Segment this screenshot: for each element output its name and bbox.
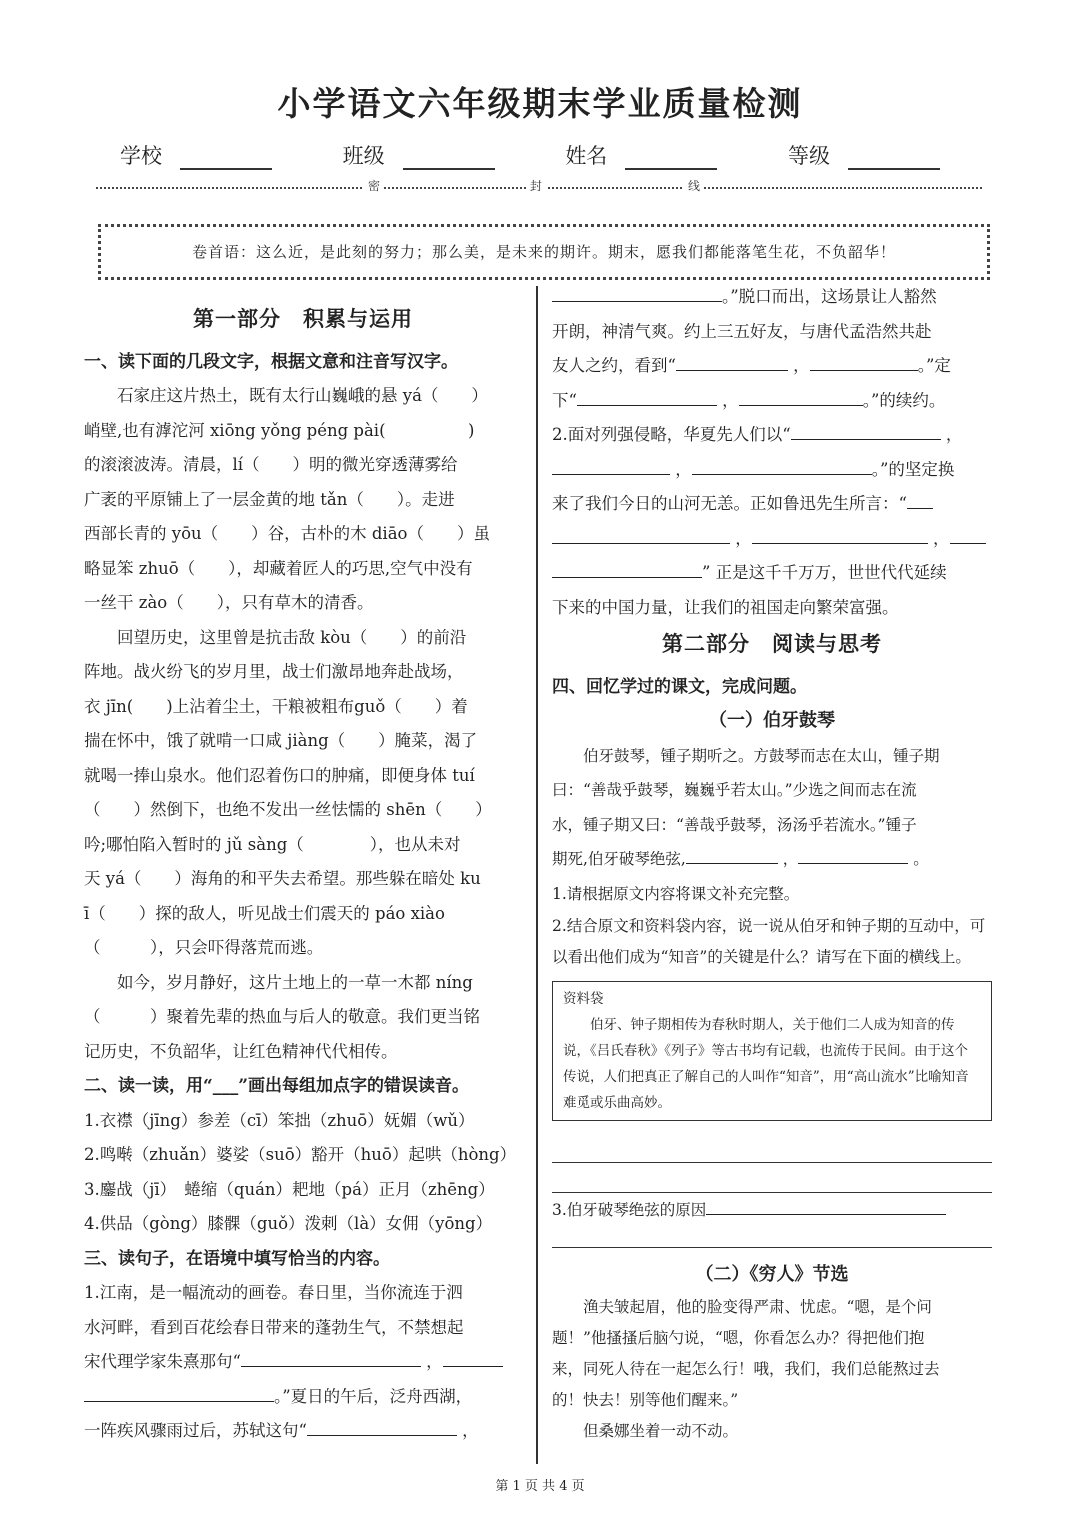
reading-2-line: 但桑娜坐着一动不动。 — [583, 1422, 739, 1440]
q1-line: （ ）聚着先辈的热血与后人的敬意。我们更当铭 — [84, 1007, 480, 1026]
q2-item: 1.衣襟（jīng）参差（cī）笨拙（zhuō）妩媚（wǔ） — [84, 1110, 475, 1130]
info-box-text: 伯牙、钟子期相传为春秋时期人，关于他们二人成为知音的传说，《吕氏春秋》《列子》等古书均有记载，也流传于民间。由于这个传说，人们把真正了解自己的人叫作“知音”，用“高山流水”比喻知音难觅或乐曲高妙。 — [563, 1017, 969, 1111]
reading-1-line: 曰：“善哉乎鼓琴，巍巍乎若太山。”少选之间而志在流 — [552, 781, 917, 799]
fill-blank[interactable] — [577, 389, 717, 406]
fill-blank[interactable] — [752, 527, 928, 544]
q3-line: 宋代理学家朱熹那句“ ， — [84, 1345, 522, 1380]
reading-2-title: （二）《穷人》节选 — [695, 1263, 849, 1285]
question-3-heading: 三、读句子，在语境中填写恰当的内容。 — [84, 1248, 390, 1269]
reading-2-line: 来，同死人待在一起怎么行！哦，我们，我们总能熬过去 — [552, 1360, 940, 1378]
school-blank[interactable] — [180, 148, 272, 170]
q1-line: 的滚滚波涛。清晨，lí（ ）明的微光穿透薄雾给 — [84, 455, 458, 474]
q3-line: 来了我们今日的山河无恙。正如鲁迅先生所言：“ — [552, 487, 992, 522]
fill-blank[interactable] — [686, 849, 778, 865]
fill-blank[interactable] — [552, 458, 670, 475]
fill-blank[interactable] — [241, 1351, 421, 1368]
q1-line: 阵地。战火纷飞的岁月里，战士们激昂地奔赴战场， — [84, 662, 464, 681]
reading-2-line: 的！快去！别等他们醒来。” — [552, 1391, 739, 1409]
q3-line: 水河畔，看到百花绘春日带来的蓬勃生气，不禁想起 — [84, 1317, 464, 1337]
q3-line: 一阵疾风骤雨过后，苏轼这句“ ， — [84, 1421, 479, 1440]
q1-line: 衣 jīn( )上沾着尘土，干粮被粗布guǒ（ ）着 — [84, 696, 468, 716]
question-4-heading: 四、回忆学过的课文，完成问题。 — [552, 676, 807, 697]
q1-line: 峭壁,也有滹沱河 xiōng yǒng péng pài( ) — [84, 420, 475, 440]
motto-box: 卷首语：这么近，是此刻的努力；那么美，是未来的期许。期末，愿我们都能落笔生花，不负韶华！ — [98, 224, 990, 280]
q2-item: 4.供品（gòng）膝髁（guǒ）泼刺（là）女佣（yōng） — [84, 1214, 493, 1233]
q3-line: 2.面对列强侵略，华夏先人们以“ ， — [552, 425, 963, 444]
reading-1-line: 水，锺子期又曰：“善哉乎鼓琴，汤汤乎若流水。”锺子 — [552, 815, 917, 834]
seal-char-2: 封 — [526, 177, 546, 194]
seal-char-3: 线 — [684, 177, 704, 194]
right-column — [552, 280, 992, 1447]
info-box-title: 资料袋 — [563, 991, 604, 1007]
q1-line: 一丝干 zào（ ），只有草木的清香。 — [84, 593, 374, 612]
q1-line: 广袤的平原铺上了一层金黄的地 tǎn（ ）。走进 — [84, 489, 455, 509]
grade-label: 等级 — [787, 144, 830, 168]
q1-line: （ ），只会吓得落荒而逃。 — [84, 938, 324, 957]
q1-line: 记历史，不负韶华，让红色精神代代相传。 — [84, 1041, 398, 1061]
reading-1-line: 期死,伯牙破琴绝弦, ， 。 — [552, 850, 929, 868]
q3-line: 开朗，神清气爽。约上三五好友，与唐代孟浩然共赴 — [552, 321, 932, 341]
part2-title: 第二部分 阅读与思考 — [662, 631, 882, 656]
reading-1-line: 伯牙鼓琴，锺子期听之。方鼓琴而志在太山，锺子期 — [583, 746, 940, 765]
column-divider — [536, 286, 538, 1464]
answer-line[interactable] — [552, 1228, 992, 1248]
fill-blank[interactable] — [798, 849, 908, 865]
q2-item: 2.鸣啭（zhuǎn）婆娑（suō）豁开（huō）起哄（hòng） — [84, 1145, 517, 1164]
fill-blank[interactable] — [552, 562, 702, 579]
q3-line: ， ， — [552, 522, 992, 557]
part1-title: 第一部分 积累与运用 — [193, 306, 413, 331]
q3-line: ， 。”的坚定换 — [552, 453, 992, 488]
reading-1-title: （一）伯牙鼓琴 — [709, 710, 835, 731]
q1-line: 就喝一捧山泉水。他们忍着伤口的肿痛，即便身体 tuí — [84, 765, 475, 785]
student-info-fields — [120, 140, 940, 170]
fill-blank[interactable] — [739, 389, 863, 406]
school-label: 学校 — [120, 144, 162, 168]
fill-blank[interactable] — [443, 1351, 503, 1368]
q1-line: ī（ ）探的敌人，听见战士们震天的 páo xiào — [84, 903, 445, 923]
fill-blank[interactable] — [676, 355, 788, 372]
q1-line: 西部长青的 yōu（ ）谷，古朴的木 diāo（ ）虽 — [84, 524, 490, 543]
q1-line: 如今，岁月静好，这片土地上的一草一木都 níng — [117, 972, 473, 992]
q1-line: 吟;哪怕陷入暂时的 jǔ sàng（ ），也从未对 — [84, 834, 461, 854]
fill-blank[interactable] — [84, 1385, 274, 1402]
q3-line: 。”夏日的午后，泛舟西湖， — [84, 1380, 522, 1415]
fill-blank[interactable] — [552, 527, 730, 544]
q3-line: 。”脱口而出，这场景让人豁然 — [552, 280, 992, 315]
q3-line: 1.江南，是一幅流动的画卷。春日里，当你流连于泗 — [84, 1283, 463, 1302]
fill-blank[interactable] — [950, 527, 986, 544]
reading-2-line: 题！”他搔搔后脑勺说，“嗯，你看怎么办？得把他们抱 — [552, 1329, 925, 1347]
q4-1-text: 1.请根据原文内容将课文补充完整。 — [552, 884, 800, 903]
q1-line: 石家庄这片热土，既有太行山巍峨的悬 yá（ ） — [117, 386, 488, 405]
class-blank[interactable] — [403, 148, 495, 170]
q1-line: （ ）然倒下，也绝不发出一丝怯懦的 shēn（ ） — [84, 800, 492, 819]
fill-blank[interactable] — [307, 1420, 457, 1437]
q4-3-line: 3.伯牙破琴绝弦的原因 — [552, 1193, 992, 1228]
q1-line: 天 yá（ ）海角的和平失去希望。那些躲在暗处 ku — [84, 869, 481, 888]
fill-blank[interactable] — [907, 493, 933, 510]
answer-line[interactable] — [552, 1133, 992, 1163]
reading-2-line: 渔夫皱起眉，他的脸变得严肃、忧虑。“嗯，是个问 — [583, 1298, 932, 1316]
name-field[interactable] — [565, 140, 717, 170]
fill-blank[interactable] — [706, 1199, 946, 1216]
fill-blank[interactable] — [692, 458, 872, 475]
seal-char-1: 密 — [364, 177, 384, 194]
grade-blank[interactable] — [848, 148, 940, 170]
q1-line: 略显笨 zhuō（ ），却藏着匠人的巧思,空气中没有 — [84, 558, 473, 578]
page-footer: 第 1 页 共 4 页 — [495, 1479, 585, 1494]
school-field[interactable] — [120, 140, 272, 170]
page-title: 小学语文六年级期末学业质量检测 — [277, 84, 803, 123]
class-field[interactable] — [343, 140, 495, 170]
seal-line — [96, 177, 982, 199]
answer-line[interactable] — [552, 1163, 992, 1193]
q2-item: 3.鏖战（jī） 蜷缩（quán）耙地（pá）正月（zhēng） — [84, 1179, 495, 1199]
name-blank[interactable] — [625, 148, 717, 170]
name-label: 姓名 — [565, 144, 608, 168]
question-1-heading: 一、读下面的几段文字，根据文意和注音写汉字。 — [84, 351, 458, 372]
q3-line: 下来的中国力量，让我们的祖国走向繁荣富强。 — [552, 597, 899, 617]
fill-blank[interactable] — [810, 355, 918, 372]
fill-blank[interactable] — [552, 286, 722, 303]
q3-line: ” 正是这千千万万，世世代代延续 — [552, 556, 992, 591]
left-column — [84, 300, 522, 1449]
grade-field[interactable] — [788, 140, 940, 170]
question-2-heading: 二、读一读，用“___”画出每组加点字的错误读音。 — [84, 1076, 470, 1096]
class-label: 班级 — [342, 144, 385, 168]
q4-2-text: 2.结合原文和资料袋内容，说一说从伯牙和钟子期的互动中，可以看出他们成为“知音”的关键是什么？请写在下面的横线上。 — [552, 917, 986, 966]
q1-line: 回望历史，这里曾是抗击敌 kòu（ ）的前沿 — [117, 627, 467, 647]
info-box — [552, 981, 992, 1121]
fill-blank[interactable] — [791, 424, 941, 441]
q3-line: 友人之约，看到“ ， 。”定 — [552, 356, 951, 375]
q1-line: 揣在怀中，饿了就啃一口咸 jiàng（ ）腌菜，渴了 — [84, 731, 478, 750]
q3-line: 下“ ， 。”的续约。 — [552, 390, 946, 410]
